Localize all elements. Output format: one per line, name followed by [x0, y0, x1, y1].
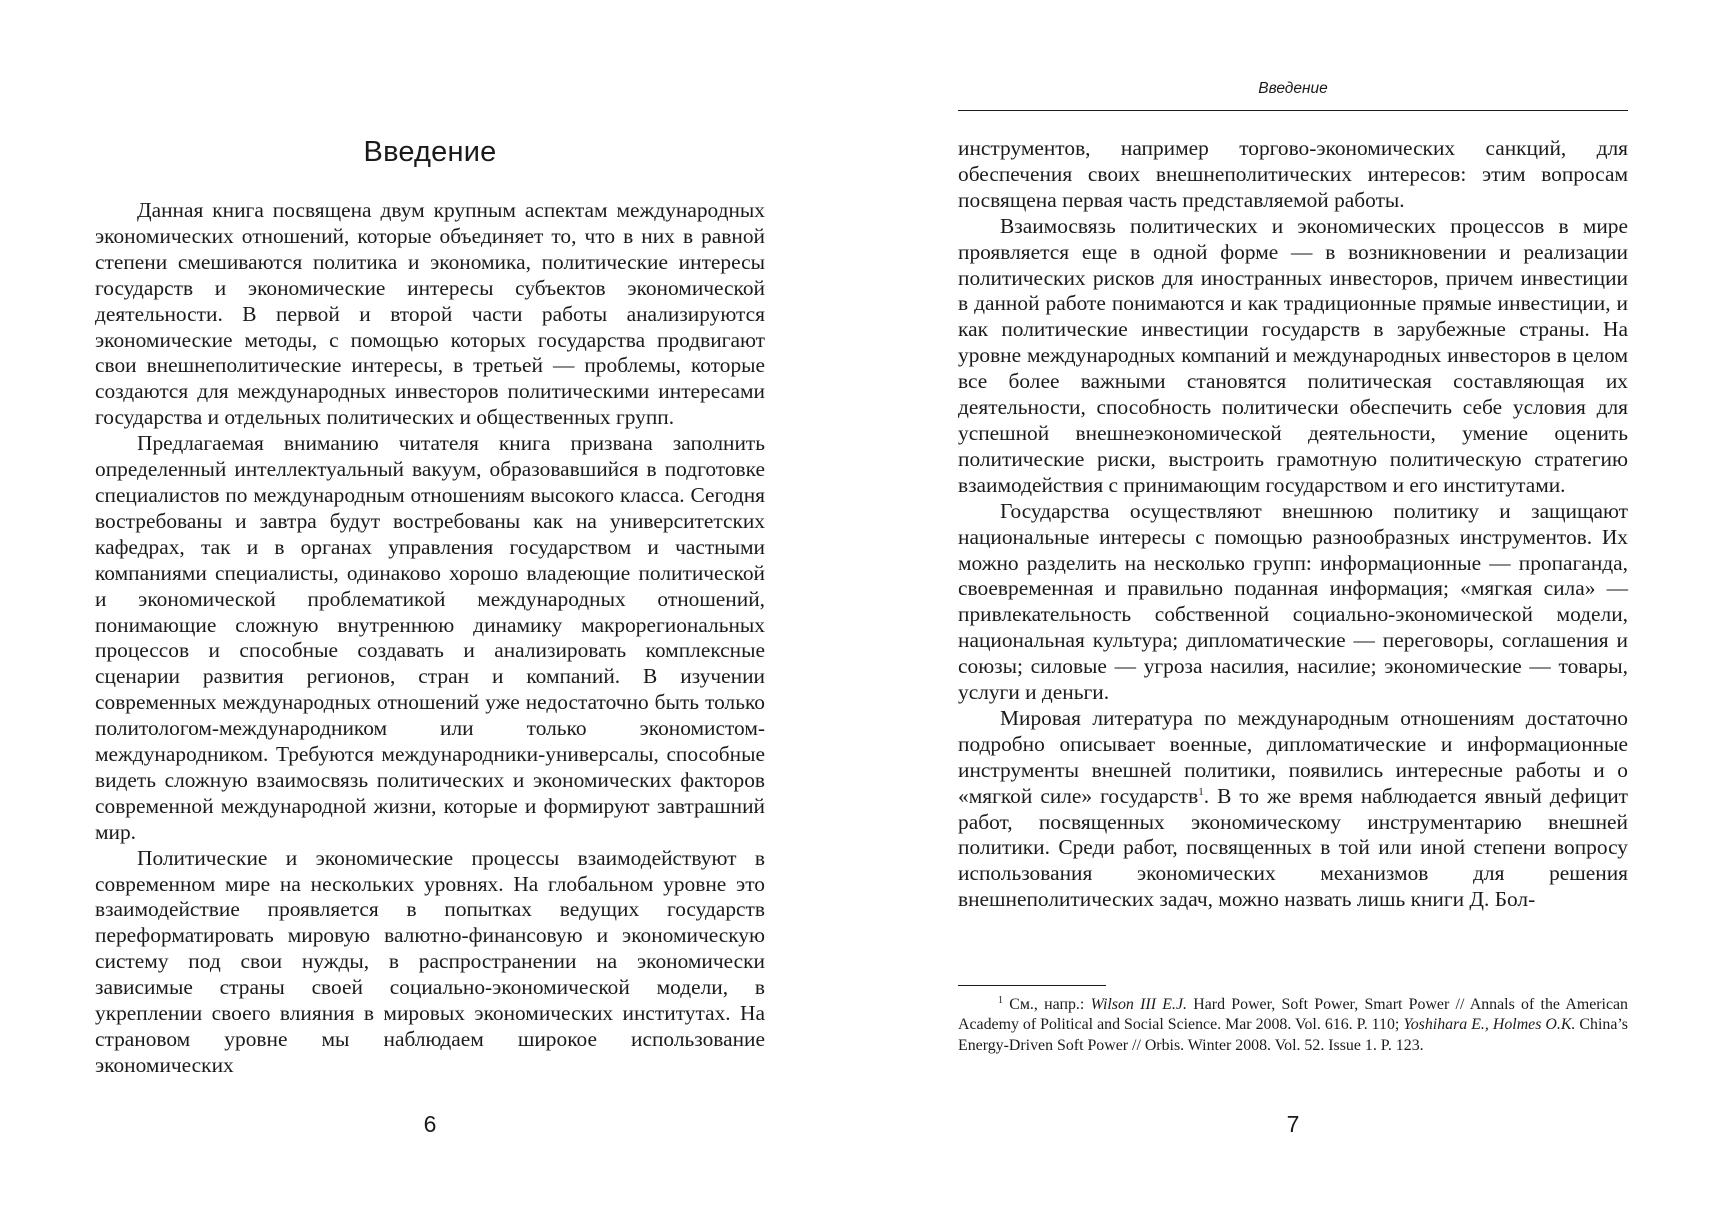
- left-page-body: [95, 198, 765, 1079]
- right-page: [958, 0, 1628, 1211]
- footnote-rule: [958, 985, 1106, 986]
- paragraph-continuation: инструментов, например торгово-экономических санкций, для обеспечения своих внешнеполитических интересов: этим вопросам посвящена первая часть представляемой работы.: [958, 136, 1628, 212]
- paragraph: Государства осуществляют внешнюю политику и защищают национальные интересы с помощью разнообразных инструментов. Их можно разделить на несколько групп: информационные — пропаганда, своевременная и правильно поданная информация; «мягкая сила» — привлекательность собственной социально-экономической модели, национальная культура; дипломатические — переговоры, соглашения и союзы; силовые — угроза насилия, насилие; экономические — товары, услуги и деньги.: [958, 498, 1628, 705]
- footnote-author: Yoshihara E., Holmes O.K.: [1403, 1016, 1576, 1034]
- paragraph: Предлагаемая вниманию читателя книга призвана заполнить определенный интеллектуальный вакуум, образовавшийся в подготовке специалистов по международным отношениям высокого класса. Сегодня востребованы и завтра будут востребованы как на университетских кафедрах, так и в органах управления государством и частными компаниями специалисты, одинаково хорошо владеющие политической и экономической проблематикой международных отношений, понимающие сложную внутреннюю динамику макрорегиональных процессов и способные создавать и анализировать комплексные сценарии развития регионов, стран и компаний. В изучении современных международных отношений уже недостаточно быть только политологом-международником или только экономистом-международником. Требуются международники-универсалы, способные видеть сложную взаимосвязь политических и экономических факторов современной международной жизни, которые и формируют завтрашний мир.: [95, 431, 765, 844]
- footnote-author: Wilson III E.J.: [1090, 996, 1187, 1013]
- paragraph-with-note: [958, 706, 1628, 913]
- paragraph: Данная книга посвящена двум крупным аспектам международных экономических отношений, которые объединяет то, что в них в равной степени смешиваются политика и экономика, политические интересы государств и экономические интересы субъектов экономической деятельности. В первой и второй части работы анализируются экономические методы, с помощью которых государства продвигают свои внешнеполитические интересы, в третьей — проблемы, которые создаются для международных инвесторов политическими интересами государства и отдельных политических и общественных групп.: [95, 198, 765, 430]
- footnote-mark: 1: [998, 995, 1003, 1006]
- footnote-citation: Hard Power, Soft Power, Smart Power // Annals of the American Academy of Political and Social Science. Mar 2008. Vol. 616. P. 110;: [958, 996, 1629, 1034]
- page-number-right: 7: [1286, 1111, 1300, 1137]
- running-head-rule: [958, 110, 1628, 111]
- paragraph-text: Мировая литература по международным отношениям достаточно подробно описывает военные, дипломатические и информационные инструменты внешней политики, появились интересные работы и о «мягкой силе» государств: [958, 705, 1628, 808]
- footnote-prefix: См., напр.:: [1003, 996, 1091, 1013]
- footnote-reference[interactable]: 1: [1198, 785, 1204, 798]
- footnote: [958, 995, 1628, 1056]
- footnote-citation: China’s Energy-Driven Soft Power // Orbis. Winter 2008. Vol. 52. Issue 1. P. 123.: [958, 1016, 1628, 1054]
- right-page-body: [958, 136, 1628, 913]
- page-number-left: 6: [423, 1111, 437, 1137]
- running-head: Введение: [1258, 80, 1328, 97]
- paragraph-text: . В то же время наблюдается явный дефицит работ, посвященных экономическому инструментарию внешней политики. Среди работ, посвященных в той или иной степени вопросу использования экономических механизмов для решения внешнеполитических задач, можно назвать лишь книги Д. Бол-: [958, 783, 1628, 912]
- paragraph: Политические и экономические процессы взаимодействуют в современном мире на нескольких уровнях. На глобальном уровне это взаимодействие проявляется в попытках ведущих государств переформатировать мировую валютно-финансовую и экономическую систему под свои нужды, в распространении на экономически зависимые страны своей социально-экономической модели, в укреплении своего влияния в мировых экономических институтах. На страновом уровне мы наблюдаем широкое использование экономических: [95, 845, 765, 1077]
- chapter-title: Введение: [363, 136, 497, 168]
- left-page: [95, 0, 765, 1211]
- paragraph: Взаимосвязь политических и экономических процессов в мире проявляется еще в одной форме — в возникновении и реализации политических рисков для иностранных инвесторов, причем инвестиции в данной работе понимаются и как традиционные прямые инвестиции, и как политические инвестиции государств в зарубежные страны. На уровне международных компаний и международных инвесторов в целом все более важными становятся политическая составляющая их деятельности, способность политически обеспечить себе условия для успешной внешнеэкономической деятельности, умение оценить политические риски, выстроить грамотную политическую стратегию взаимодействия с принимающим государством и его институтами.: [958, 213, 1628, 497]
